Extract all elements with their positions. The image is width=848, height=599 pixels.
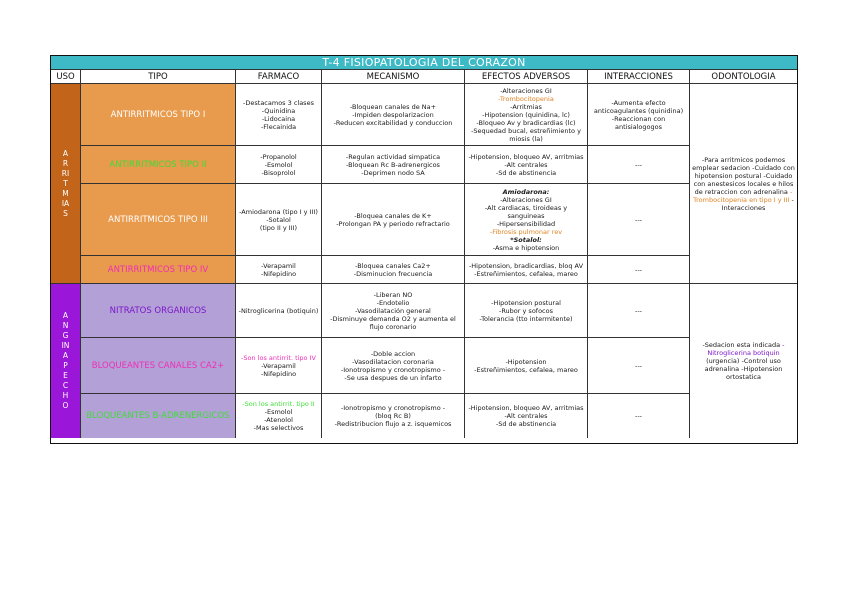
header-tipo: TIPO: [81, 70, 236, 84]
odontologia-line: -Cuidado con anestesicos locales e hilos de retraccion con adrenalina: [693, 171, 794, 196]
efectos-line: -Estreñimientos, cefalea, mareo: [474, 365, 578, 374]
mecanismo-line: -Ionotropismo y cronotropismo -: [340, 365, 446, 374]
mecanismo-line: -Ionotropismo y cronotropismo -: [340, 404, 446, 412]
efectos-cell: [465, 284, 588, 338]
farmaco-cell: [236, 284, 322, 338]
efectos-subheading: *Sotalol:: [510, 235, 542, 244]
interacciones-empty: ---: [634, 160, 643, 169]
farmaco-line: -Destacamos 3 clases: [243, 98, 314, 107]
interacciones-cell: [588, 256, 690, 284]
tipo-nitratos-organicos: NITRATOS ORGANICOS: [81, 284, 236, 338]
odontologia-line: -Para arritmicos podemos emplear sedacion: [692, 155, 786, 172]
efectos-line: -Alt cardiacas, tiroideas y sanguineas: [484, 203, 568, 220]
interacciones-cell: [588, 84, 690, 146]
efectos-cell: [465, 394, 588, 438]
odontologia-line: -Control uso adrenalina: [704, 357, 781, 373]
farmaco-line: -Nitroglicerina (botiquin): [238, 306, 319, 315]
efectos-line: -Hipotension, bloqueo AV, arritmias: [468, 404, 584, 412]
farmaco-line-highlight: -Son los antirrit. tipo IV: [241, 353, 316, 362]
table-title: T-4 FISIOPATOLOGIA DEL CORAZON: [51, 56, 797, 70]
mecanismo-line: -Bloquea canales de K+: [354, 211, 432, 220]
efectos-line: -Alteraciones GI: [500, 195, 552, 204]
mecanismo-line: -Reducen excitabilidad y conduccion: [333, 118, 453, 127]
mecanismo-cell: [322, 394, 465, 438]
efectos-subheading: Amiodarona:: [502, 187, 550, 196]
mecanismo-line: -Se usa despues de un infarto: [344, 373, 442, 382]
mecanismo-cell: [322, 184, 465, 256]
efectos-cell: [465, 338, 588, 394]
efectos-line: -Rubor y sofocos: [498, 306, 553, 315]
mecanismo-line: -Liberan NO: [373, 290, 413, 299]
efectos-cell: [465, 256, 588, 284]
farmaco-line-highlight: -Son los antirrit. tipo II: [242, 400, 315, 408]
farmaco-line: (tipo II y III): [259, 223, 298, 232]
efectos-line: -Hipotension (quinidina, lc): [482, 110, 570, 119]
farmaco-line: -Amiodarona (tipo I y III): [239, 207, 318, 216]
odontologia-line-highlight: -Nitroglicerina botiquin: [707, 341, 785, 357]
mecanismo-line: -Redistribucion flujo a z. isquemicos: [334, 420, 452, 428]
odontologia-line: -Interacciones: [721, 195, 794, 212]
farmaco-cell: [236, 394, 322, 438]
physiopathology-table: [50, 55, 798, 444]
mecanismo-cell: [322, 146, 465, 184]
efectos-line: -Hipotension: [505, 357, 547, 366]
header-interacciones: INTERACCIONES: [588, 70, 690, 84]
mecanismo-cell: [322, 284, 465, 338]
farmaco-line: -Lidocaina: [261, 114, 296, 123]
farmaco-line: -Esmolol: [264, 408, 293, 416]
interacciones-cell: [588, 338, 690, 394]
uso-arritmias: [51, 84, 81, 284]
interacciones-cell: [588, 146, 690, 184]
farmaco-line: -Nifepidino: [260, 269, 297, 278]
interacciones-line: -Reaccionan con antisialogogos: [611, 114, 666, 131]
efectos-line: -Sd de abstinencia: [495, 168, 557, 177]
odontologia-arritmias: [690, 84, 797, 284]
mecanismo-line: -Regulan actividad simpatica: [345, 152, 441, 161]
interacciones-empty: ---: [634, 215, 643, 224]
farmaco-line: -Flecainida: [260, 122, 297, 131]
farmaco-cell: [236, 338, 322, 394]
tipo-antirritmicos-tipo-iii: ANTIRRITMICOS TIPO III: [81, 184, 236, 256]
efectos-line: -Sequedad bucal, estreñimiento y miosis (la): [471, 126, 581, 143]
tipo-antirritmicos-tipo-i: ANTIRRITMICOS TIPO I: [81, 84, 236, 146]
efectos-line: -Asma e hipotension: [492, 243, 560, 252]
odontologia-line: (urgencia): [706, 357, 740, 365]
efectos-line: -Tolerancia (tto intermitente): [479, 314, 573, 323]
tipo-bloqueantes-canales-ca: BLOQUEANTES CANALES CA2+: [81, 338, 236, 394]
efectos-line: -Hipersensibilidad: [496, 219, 556, 228]
farmaco-line: -Nifepidino: [260, 369, 297, 378]
mecanismo-line: -Endotelio: [376, 298, 410, 307]
interacciones-line: -Aumenta efecto anticoagulantes (quinidina): [593, 98, 684, 115]
farmaco-cell: [236, 84, 322, 146]
farmaco-line: -Verapamil: [261, 361, 296, 370]
mecanismo-line: -Bloquean Rc B-adrenergicos: [346, 160, 440, 169]
odontologia-line: -Hipotension ortostatica: [725, 365, 783, 381]
efectos-line-highlight: -Fibrosis pulmonar rev: [489, 227, 563, 236]
mecanismo-line: (bloq Rc B): [375, 412, 411, 420]
mecanismo-line: -Doble accion: [370, 349, 416, 358]
mecanismo-line: -Disminuye demanda O2 y aumenta el flujo coronario: [330, 314, 456, 331]
odontologia-line: -Cuidado con hipotension postural: [694, 163, 795, 180]
efectos-line: -Alt centrales: [504, 412, 548, 420]
mecanismo-cell: [322, 256, 465, 284]
farmaco-line: -Mas selectivos: [253, 424, 304, 432]
header-uso: USO: [51, 70, 81, 84]
efectos-line: -Bloqueo Av y bradicardias (lc): [476, 118, 576, 127]
efectos-cell: [465, 84, 588, 146]
farmaco-line: -Bisoprolol: [261, 168, 296, 177]
farmaco-cell: [236, 256, 322, 284]
efectos-line-highlight: -Trombocitopenia: [498, 94, 554, 103]
efectos-line: -Hipotension postural: [491, 298, 561, 307]
efectos-line: -Arritmias: [510, 102, 542, 111]
farmaco-cell: [236, 184, 322, 256]
mecanismo-line: -Bloquean canales de Na+: [349, 102, 437, 111]
mecanismo-line: -Vasodilatación general: [355, 306, 431, 315]
uso-angina-pecho: [51, 284, 81, 438]
mecanismo-line: -Impiden despolarizacion: [352, 110, 434, 119]
interacciones-cell: [588, 394, 690, 438]
mecanismo-cell: [322, 338, 465, 394]
farmaco-line: -Propanolol: [260, 152, 297, 161]
farmaco-line: -Esmolol: [264, 160, 293, 169]
efectos-line: -Hipotension, bradicardias, bloq AV: [468, 261, 584, 270]
farmaco-line: -Quinidina: [261, 106, 296, 115]
efectos-cell: [465, 146, 588, 184]
tipo-antirritmicos-tipo-iv: ANTIRRITMICOS TIPO IV: [81, 256, 236, 284]
odontologia-angina: [690, 284, 797, 438]
header-efectos: EFECTOS ADVERSOS: [465, 70, 588, 84]
uso-angina-label: ANGINA PECHO: [61, 311, 70, 410]
mecanismo-line: -Disminucion frecuencia: [353, 269, 433, 278]
uso-arritmias-label: ARRITMIAS: [61, 148, 70, 218]
odontologia-line-highlight: -Trombocitopenia en tipo I y III: [693, 187, 793, 204]
mecanismo-line: -Bloquea canales Ca2+: [355, 261, 431, 270]
interacciones-cell: [588, 284, 690, 338]
mecanismo-line: -Deprimen nodo SA: [361, 168, 425, 177]
farmaco-line: -Sotalol: [266, 215, 291, 224]
interacciones-cell: [588, 184, 690, 256]
odontologia-line: -Sedacion esta indicada: [702, 341, 781, 349]
efectos-line: -Estreñimientos, cefalea, mareo: [474, 269, 578, 278]
farmaco-line: -Verapamil: [261, 261, 296, 270]
farmaco-line: -Atenolol: [264, 416, 293, 424]
interacciones-empty: ---: [634, 265, 643, 274]
mecanismo-line: -Prolongan PA y periodo refractario: [336, 219, 450, 228]
header-odontologia: ODONTOLOGIA: [690, 70, 797, 84]
mecanismo-line: -Vasodilatacion coronaria: [352, 357, 434, 366]
efectos-cell: [465, 184, 588, 256]
interacciones-empty: ---: [634, 361, 643, 370]
efectos-line: -Alteraciones GI: [500, 86, 552, 95]
tipo-antirritmicos-tipo-ii: ANTIRRITMICOS TIPO II: [81, 146, 236, 184]
mecanismo-cell: [322, 84, 465, 146]
tipo-bloqueantes-b-adrenergicos: BLOQUEANTES B-ADRENERGICOS: [81, 394, 236, 438]
interacciones-empty: ---: [634, 412, 643, 420]
interacciones-empty: ---: [634, 306, 643, 315]
efectos-line: -Sd de abstinencia: [495, 420, 557, 428]
header-mecanismo: MECANISMO: [322, 70, 465, 84]
efectos-line: -Alt centrales: [504, 160, 548, 169]
farmaco-cell: [236, 146, 322, 184]
efectos-line: -Hipotension, bloqueo AV, arritmias: [468, 152, 584, 161]
header-farmaco: FARMACO: [236, 70, 322, 84]
